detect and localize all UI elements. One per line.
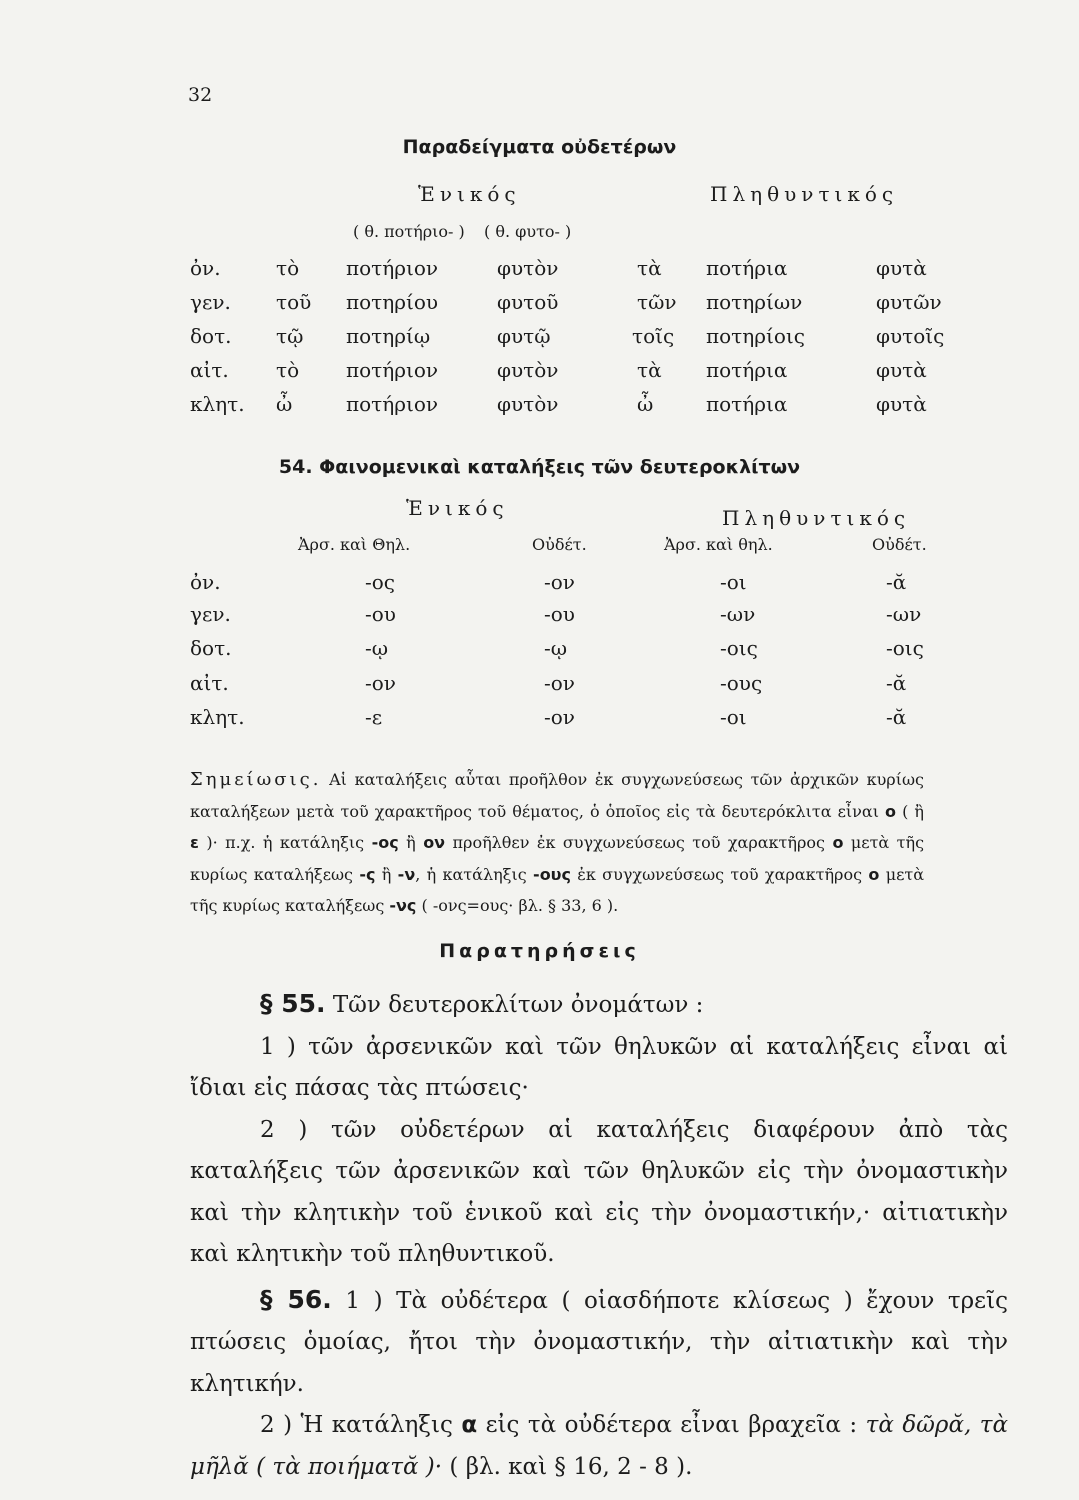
ending: -ον	[544, 570, 575, 594]
ending: -ον	[544, 671, 575, 695]
article-plural: τοῖς	[632, 324, 675, 348]
ending: -οι	[720, 705, 747, 729]
case-label: αἰτ.	[190, 358, 229, 382]
plural-header: Πληθυντικός	[722, 506, 911, 530]
ending: -ῳ	[544, 636, 568, 660]
word-poterion-plural: ποτήρια	[706, 392, 788, 416]
plural-header: Πληθυντικός	[710, 182, 899, 206]
case-label: αἰτ.	[190, 671, 229, 695]
article: τὸ	[276, 358, 300, 382]
observations-heading: Παρατηρήσεις	[439, 940, 640, 962]
word-poterion-plural: ποτήρια	[706, 358, 788, 382]
ending: -ων	[720, 602, 756, 626]
observations-body	[190, 983, 1008, 1488]
paragraph-56-item-2: 2 ) Ἡ κατάληξις α εἰς τὰ οὐδέτερα εἶναι βραχεῖα : τὰ δῶρᾰ, τὰ μῆλᾰ ( τὰ ποιήματᾰ )· ( βλ. καὶ § 16, 2 - 8 ).	[190, 1412, 1009, 1480]
article-plural: ὦ	[637, 392, 654, 416]
ending: -ου	[544, 602, 575, 626]
word-phyton-plural: φυτῶν	[876, 290, 942, 314]
col-header-masc-fem-pl: Ἀρσ. καὶ θηλ.	[664, 535, 773, 554]
col-header-neut-pl: Οὐδέτ.	[872, 535, 927, 554]
word-poterion: ποτηρίου	[346, 290, 439, 314]
section-title-endings: 54. Φαινομενικαὶ καταλήξεις τῶν δευτεροκλίτων	[278, 456, 801, 478]
ending: -οι	[720, 570, 747, 594]
ending: -ον	[544, 705, 575, 729]
page-number: 32	[188, 84, 213, 106]
article: τῷ	[276, 324, 304, 348]
article-plural: τὰ	[637, 256, 662, 280]
paragraph-56-item-1: § 56. 1 ) Τὰ οὐδέτερα ( οἱασδήποτε κλίσεως ) ἔχουν τρεῖς πτώσεις ὁμοίας, ἤτοι τὴν ὀνομαστικήν, τὴν αἰτιατικὴν καὶ τὴν κλητικήν.	[190, 1284, 1008, 1397]
ending: -ε	[365, 705, 383, 729]
note-label: Σημείωσις.	[190, 769, 322, 790]
ending: -ᾰ	[886, 671, 907, 695]
ending: -ον	[365, 671, 396, 695]
ending: -οις	[886, 636, 924, 660]
word-phyton-plural: φυτὰ	[876, 256, 927, 280]
word-poterion: ποτήριον	[346, 392, 439, 416]
case-label: ὀν.	[190, 570, 221, 594]
col-header-neut-sg: Οὐδέτ.	[532, 535, 587, 554]
section-title-neuter-examples: Παραδείγματα οὐδετέρων	[402, 136, 677, 158]
col-header-masc-fem-sg: Ἀρσ. καὶ Θηλ.	[298, 535, 411, 554]
article-plural: τὰ	[637, 358, 662, 382]
word-poterion: ποτήριον	[346, 358, 439, 382]
singular-header: Ἑνικός	[418, 182, 521, 206]
word-phyton-plural: φυτὰ	[876, 392, 927, 416]
article-plural: τῶν	[637, 290, 677, 314]
case-label: δοτ.	[190, 636, 232, 660]
stem-label-1: ( θ. ποτήριο- )	[353, 222, 465, 241]
ending: -ᾰ	[886, 570, 907, 594]
section-mark-55: § 55.	[260, 989, 326, 1018]
word-phyton-plural: φυτὰ	[876, 358, 927, 382]
case-label: ὀν.	[190, 256, 221, 280]
word-phyton: φυτὸν	[497, 392, 559, 416]
section-mark-56: § 56.	[260, 1284, 332, 1314]
word-phyton: φυτοῦ	[497, 290, 559, 314]
word-phyton: φυτὸν	[497, 358, 559, 382]
word-poterion-plural: ποτηρίων	[706, 290, 803, 314]
paragraph-55-item-1: 1 ) τῶν ἀρσενικῶν καὶ τῶν θηλυκῶν αἱ καταλήξεις εἶναι αἱ ἴδιαι εἰς πάσας τὰς πτώσεις·	[190, 1033, 1008, 1101]
word-phyton-plural: φυτοῖς	[876, 324, 945, 348]
ending: -ων	[886, 602, 922, 626]
ending: -ᾰ	[886, 705, 907, 729]
note-paragraph: Σημείωσις. Αἱ καταλήξεις αὗται προῆλθον ἐκ συγχωνεύσεως τῶν ἀρχικῶν κυρίως καταλήξεων μετὰ τοῦ χαρακτῆρος τοῦ θέματος, ὁ ὁποῖος εἰς τὰ δευτερόκλιτα εἶναι ο ( ἢ ε )· π.χ. ἡ κατάληξις -ος ἢ ον προῆλθεν ἐκ συγχωνεύσεως τοῦ χαρακτῆρος ο μετὰ τῆς κυρίως καταλήξεως -ς ἢ -ν, ἡ κατάληξις -ους ἐκ συγχωνεύσεως τοῦ χαρακτῆρος ο μετὰ τῆς κυρίως καταλήξεως -νς ( -ονς=ους· βλ. § 33, 6 ).	[190, 769, 925, 915]
paragraph-55-item-2: 2 ) τῶν οὐδετέρων αἱ καταλήξεις διαφέρουν ἀπὸ τὰς καταλήξεις τῶν ἀρσενικῶν καὶ τῶν θηλυκῶν εἰς τὴν ὀνομαστικὴν καὶ τὴν κλητικὴν τοῦ ἑνικοῦ καὶ εἰς τὴν ὀνομαστικήν,· αἰτιατικὴν καὶ κλητικὴν τοῦ πληθυντικοῦ.	[190, 1116, 1008, 1267]
word-phyton: φυτὸν	[497, 256, 559, 280]
article: τοῦ	[276, 290, 312, 314]
singular-header: Ἑνικός	[406, 496, 509, 520]
case-label: κλητ.	[190, 705, 245, 729]
word-phyton: φυτῷ	[497, 324, 551, 348]
case-label: δοτ.	[190, 324, 232, 348]
stem-label-2: ( θ. φυτο- )	[484, 222, 572, 241]
case-label: γεν.	[190, 290, 231, 314]
ending: -οις	[720, 636, 758, 660]
word-poterion: ποτήριον	[346, 256, 439, 280]
ending: -ῳ	[365, 636, 389, 660]
ending: -ους	[720, 671, 763, 695]
paragraph-55-intro: § 55. Τῶν δευτεροκλίτων ὀνομάτων :	[260, 989, 704, 1018]
word-poterion: ποτηρίῳ	[346, 324, 431, 348]
article: τὸ	[276, 256, 300, 280]
word-poterion-plural: ποτηρίοις	[706, 324, 805, 348]
case-label: γεν.	[190, 602, 231, 626]
ending: -ου	[365, 602, 396, 626]
article: ὦ	[276, 392, 293, 416]
case-label: κλητ.	[190, 392, 245, 416]
ending: -ος	[365, 570, 395, 594]
word-poterion-plural: ποτήρια	[706, 256, 788, 280]
